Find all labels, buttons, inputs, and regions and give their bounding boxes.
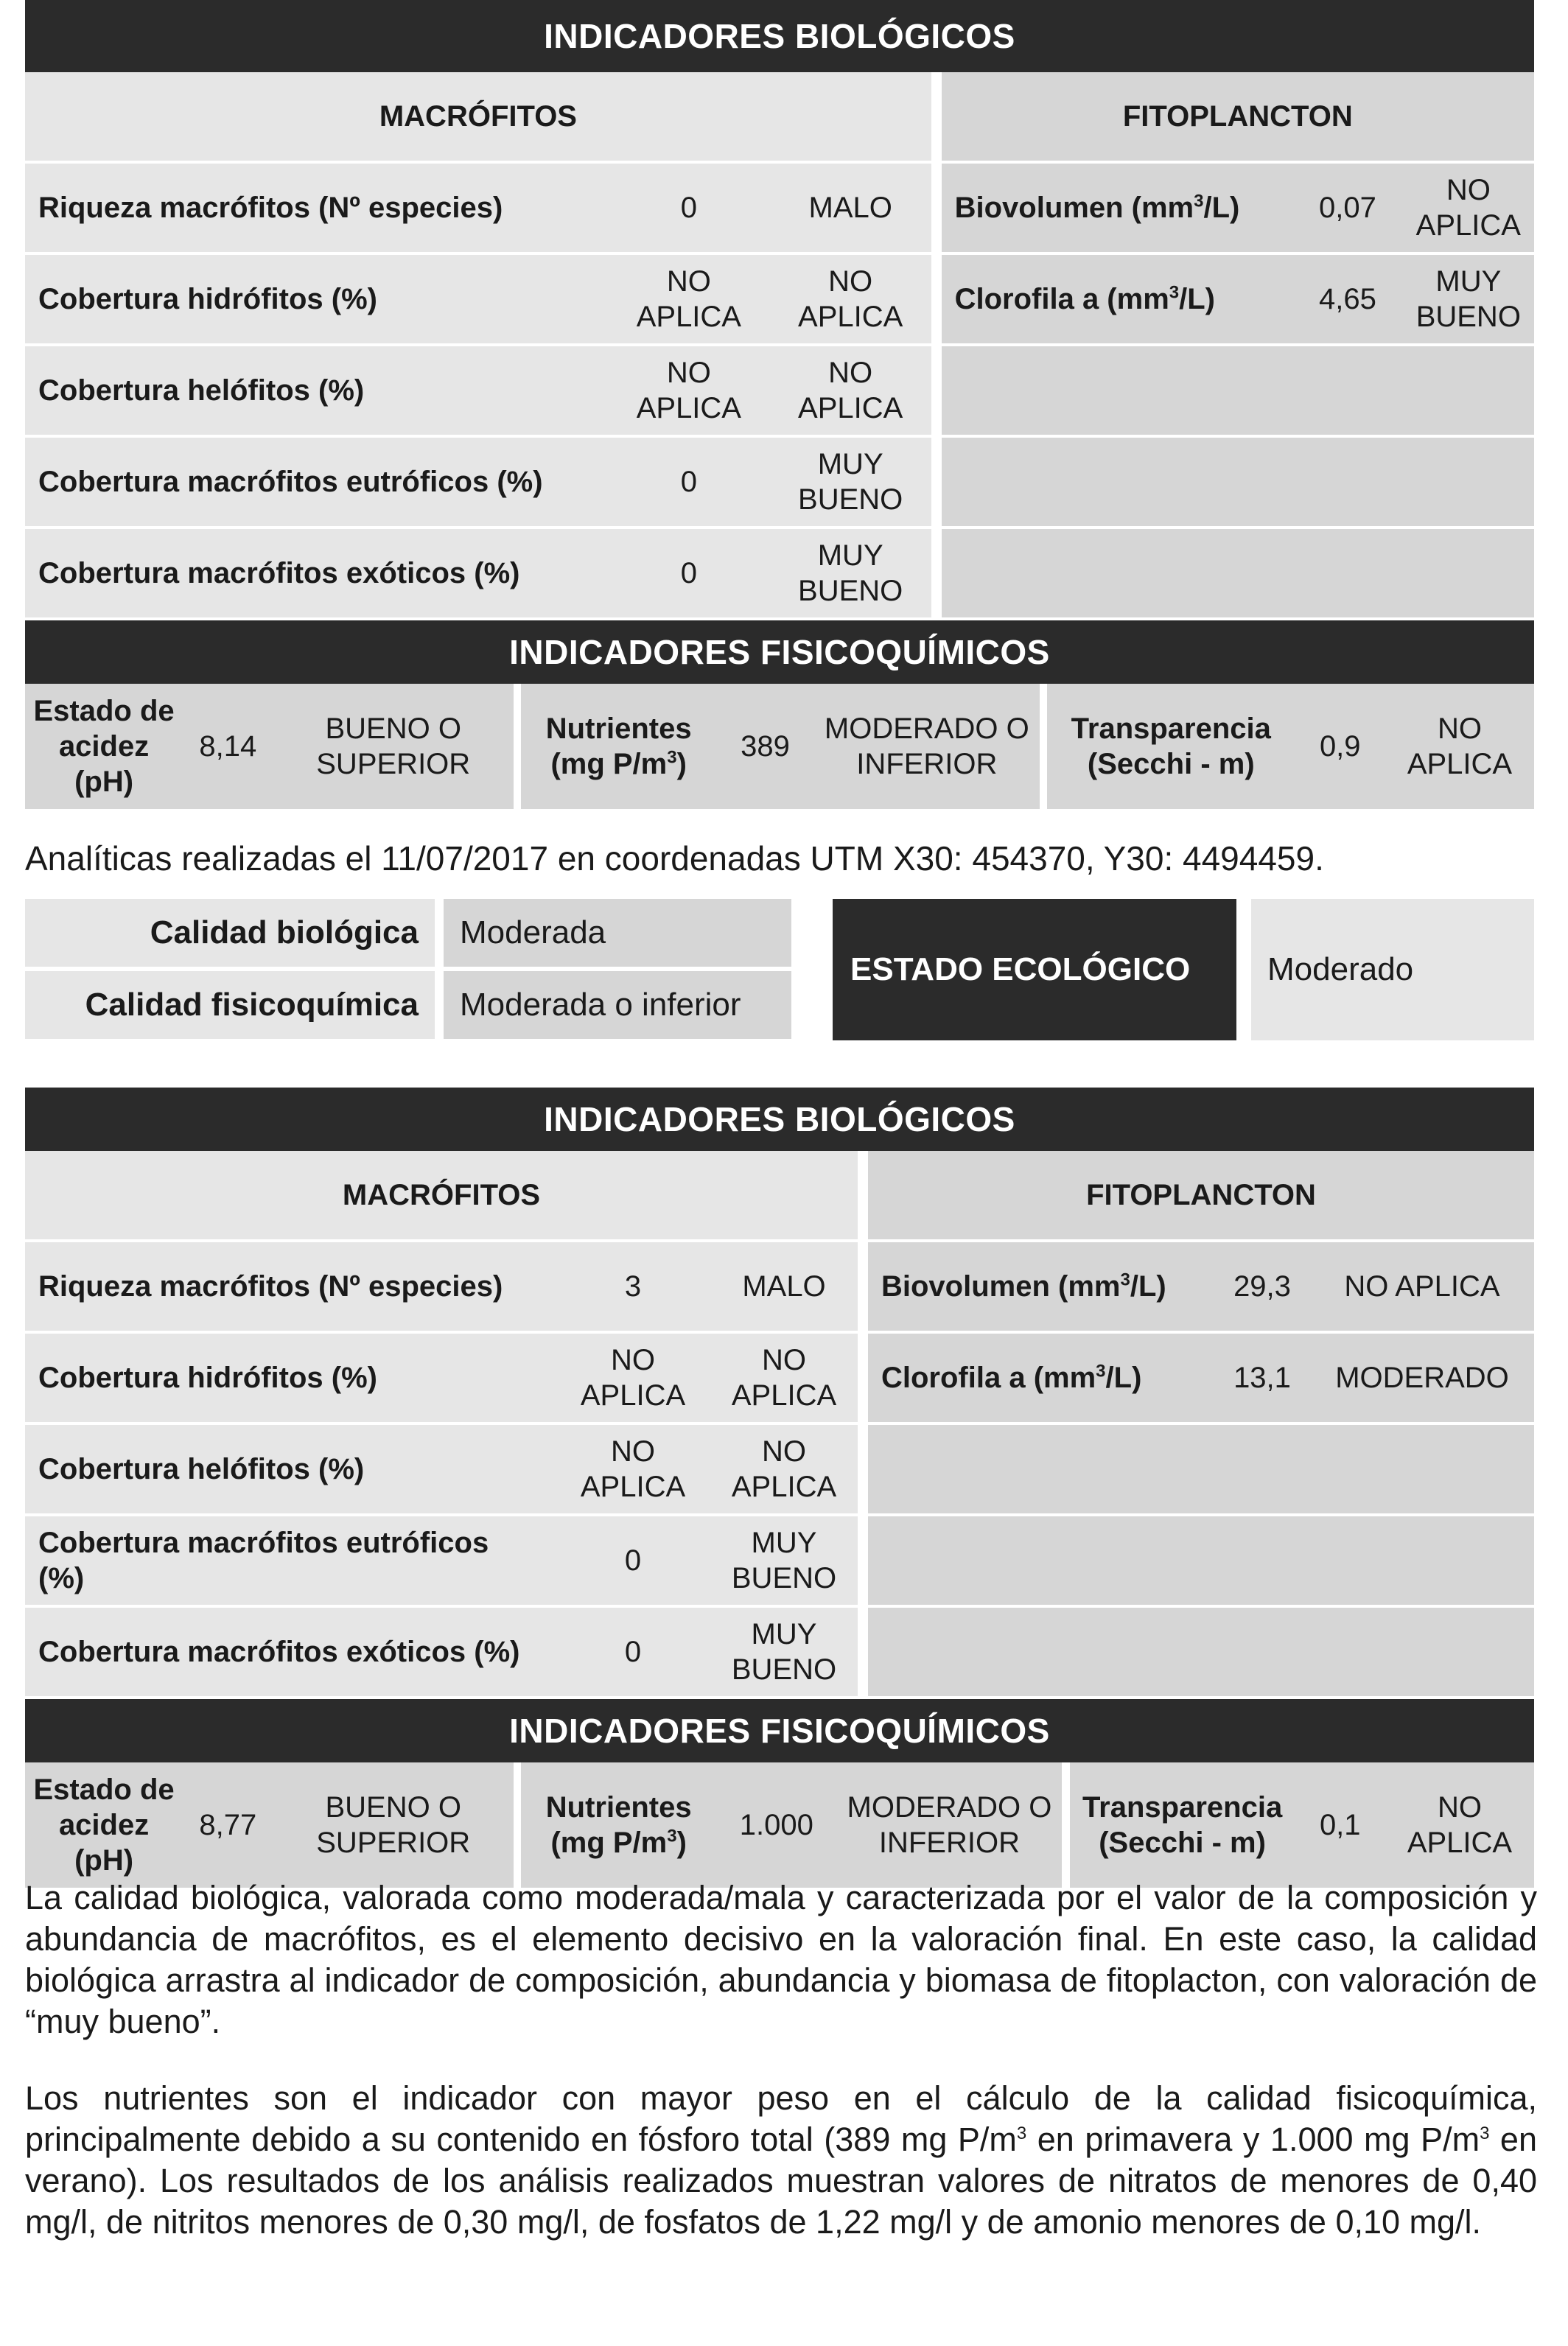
macro-row-result: MUY BUENO bbox=[770, 529, 931, 620]
macro-row-value: 0 bbox=[608, 438, 769, 529]
macro-row-label: Cobertura hidrófitos (%) bbox=[25, 255, 608, 346]
macro-row-value: 0 bbox=[556, 1516, 710, 1608]
quality-table bbox=[25, 899, 791, 1043]
macro-row-value: NO APLICA bbox=[556, 1425, 710, 1516]
bio-table bbox=[25, 1151, 1534, 1699]
ph-value: 8,14 bbox=[183, 684, 273, 809]
paragraph-nutrients: Los nutrientes son el indicador con mayor peso en el cálculo de la calidad fisicoquímica, principalmente debido a su contenido en fósforo total (389 mg $P/m^3$ en primavera y 1.000 mg $P/m^3$ en verano). Los resultados de los análisis realizados muestran valores de nitratos de menores de 0,40 mg/l, de nitritos menores de 0,30 mg/l, de fosfatos de 1,22 mg/l y de amonio menores de 0,10 mg/l. bbox=[25, 2079, 1537, 2241]
fito-row-value: 4,65 bbox=[1292, 255, 1402, 346]
macro-row-label: Cobertura macrófitos eutróficos (%) bbox=[25, 438, 608, 529]
fito-row-result: MODERADO bbox=[1310, 1334, 1534, 1425]
fito-empty-cell bbox=[868, 1608, 1534, 1699]
nutrientes-label: Nutrientes (mg $P/m^3$) bbox=[521, 684, 716, 809]
bio-quality-value: Moderada bbox=[444, 899, 791, 971]
fito-empty-cell bbox=[868, 1516, 1534, 1608]
macro-row-value: 0 bbox=[608, 164, 769, 255]
macro-row-value: NO APLICA bbox=[608, 346, 769, 438]
fito-row-label: Clorofila a $(mm^3/L)$ bbox=[868, 1334, 1214, 1425]
fq-table bbox=[25, 684, 1534, 809]
macro-row-value: 0 bbox=[608, 529, 769, 620]
macro-row-value: 3 bbox=[556, 1242, 710, 1334]
macro-row-label: Cobertura helófitos (%) bbox=[25, 1425, 556, 1516]
fq-quality-value: Moderada o inferior bbox=[444, 971, 791, 1043]
macro-row-value: NO APLICA bbox=[556, 1334, 710, 1425]
paragraph-biological: La calidad biológica, valorada como moderada/mala y caracterizada por el valor de la composición y abundancia de macrófitos, es el elemento decisivo en la valoración final. En este caso, la calidad biológica arrastra al indicador de composición, abundancia y biomasa de fitoplacton, con valoración de “muy bueno”. bbox=[25, 1879, 1537, 2040]
macro-row-result: NO APLICA bbox=[770, 346, 931, 438]
macro-row-value: 0 bbox=[556, 1608, 710, 1699]
fitoplancton-header: FITOPLANCTON bbox=[868, 1151, 1534, 1242]
macro-row-label: Cobertura macrófitos exóticos (%) bbox=[25, 1608, 556, 1699]
bio-quality-label: Calidad biológica bbox=[25, 899, 444, 971]
macrofitos-header: MACRÓFITOS bbox=[25, 1151, 858, 1242]
fito-empty-cell bbox=[942, 529, 1534, 620]
macro-row-result: MUY BUENO bbox=[710, 1516, 858, 1608]
fito-row-result: NO APLICA bbox=[1403, 164, 1534, 255]
macrofitos-header: MACRÓFITOS bbox=[25, 72, 931, 164]
transparencia-value: 0,1 bbox=[1295, 1762, 1385, 1888]
fito-row-result: MUY BUENO bbox=[1403, 255, 1534, 346]
transparencia-result: NO APLICA bbox=[1385, 684, 1534, 809]
fito-row-label: Biovolumen $(mm^3/L)$ bbox=[868, 1242, 1214, 1334]
fq-title: INDICADORES FISICOQUÍMICOS bbox=[25, 1699, 1534, 1762]
fq-title: INDICADORES FISICOQUÍMICOS bbox=[25, 620, 1534, 684]
macro-row-label: Riqueza macrófitos (Nº especies) bbox=[25, 164, 608, 255]
macro-row-value: NO APLICA bbox=[608, 255, 769, 346]
nutrientes-value: 389 bbox=[716, 684, 814, 809]
nutrientes-result: MODERADO O INFERIOR bbox=[836, 1762, 1062, 1888]
fito-row-label: Biovolumen $(mm^3/L)$ bbox=[942, 164, 1293, 255]
fito-row-value: 0,07 bbox=[1292, 164, 1402, 255]
ph-value: 8,77 bbox=[183, 1762, 273, 1888]
ph-result: BUENO O SUPERIOR bbox=[273, 684, 514, 809]
analysis-caption: Analíticas realizadas el 11/07/2017 en coordenadas UTM X30: 454370, Y30: 4494459. bbox=[25, 839, 1324, 878]
fito-row-value: 13,1 bbox=[1214, 1334, 1310, 1425]
fito-empty-cell bbox=[942, 438, 1534, 529]
fq-table bbox=[25, 1762, 1534, 1888]
indicators-table-1 bbox=[25, 0, 1534, 809]
macro-row-label: Cobertura macrófitos eutróficos (%) bbox=[25, 1516, 556, 1608]
nutrientes-label: Nutrientes (mg $P/m^3$) bbox=[521, 1762, 716, 1888]
macro-row-result: MUY BUENO bbox=[770, 438, 931, 529]
fitoplancton-header: FITOPLANCTON bbox=[942, 72, 1534, 164]
fito-empty-cell bbox=[942, 346, 1534, 438]
nutrientes-value: 1.000 bbox=[716, 1762, 836, 1888]
macro-row-label: Riqueza macrófitos (Nº especies) bbox=[25, 1242, 556, 1334]
macro-row-result: MUY BUENO bbox=[710, 1608, 858, 1699]
transparencia-label: Transparencia (Secchi - m) bbox=[1070, 1762, 1295, 1888]
ecological-status-label: ESTADO ECOLÓGICO bbox=[833, 899, 1236, 1040]
fito-row-result: NO APLICA bbox=[1310, 1242, 1534, 1334]
macro-row-label: Cobertura helófitos (%) bbox=[25, 346, 608, 438]
fito-row-value: 29,3 bbox=[1214, 1242, 1310, 1334]
bio-title: INDICADORES BIOLÓGICOS bbox=[25, 1088, 1534, 1151]
transparencia-label: Transparencia (Secchi - m) bbox=[1047, 684, 1295, 809]
ecological-status-value: Moderado bbox=[1251, 899, 1534, 1040]
ph-label: Estado de acidez (pH) bbox=[25, 684, 183, 809]
macro-row-label: Cobertura hidrófitos (%) bbox=[25, 1334, 556, 1425]
fito-empty-cell bbox=[868, 1425, 1534, 1516]
quality-summary bbox=[25, 899, 1534, 1040]
macro-row-result: NO APLICA bbox=[770, 255, 931, 346]
ph-result: BUENO O SUPERIOR bbox=[273, 1762, 514, 1888]
macro-row-label: Cobertura macrófitos exóticos (%) bbox=[25, 529, 608, 620]
nutrientes-result: MODERADO O INFERIOR bbox=[814, 684, 1040, 809]
macro-row-result: MALO bbox=[770, 164, 931, 255]
bio-table bbox=[25, 72, 1534, 620]
indicators-table-2 bbox=[25, 1088, 1534, 1888]
macro-row-result: NO APLICA bbox=[710, 1334, 858, 1425]
transparencia-result: NO APLICA bbox=[1385, 1762, 1534, 1888]
bio-title: INDICADORES BIOLÓGICOS bbox=[25, 0, 1534, 72]
fq-quality-label: Calidad fisicoquímica bbox=[25, 971, 444, 1043]
transparencia-value: 0,9 bbox=[1295, 684, 1385, 809]
fito-row-label: Clorofila a $(mm^3/L)$ bbox=[942, 255, 1293, 346]
ph-label: Estado de acidez (pH) bbox=[25, 1762, 183, 1888]
macro-row-result: MALO bbox=[710, 1242, 858, 1334]
macro-row-result: NO APLICA bbox=[710, 1425, 858, 1516]
